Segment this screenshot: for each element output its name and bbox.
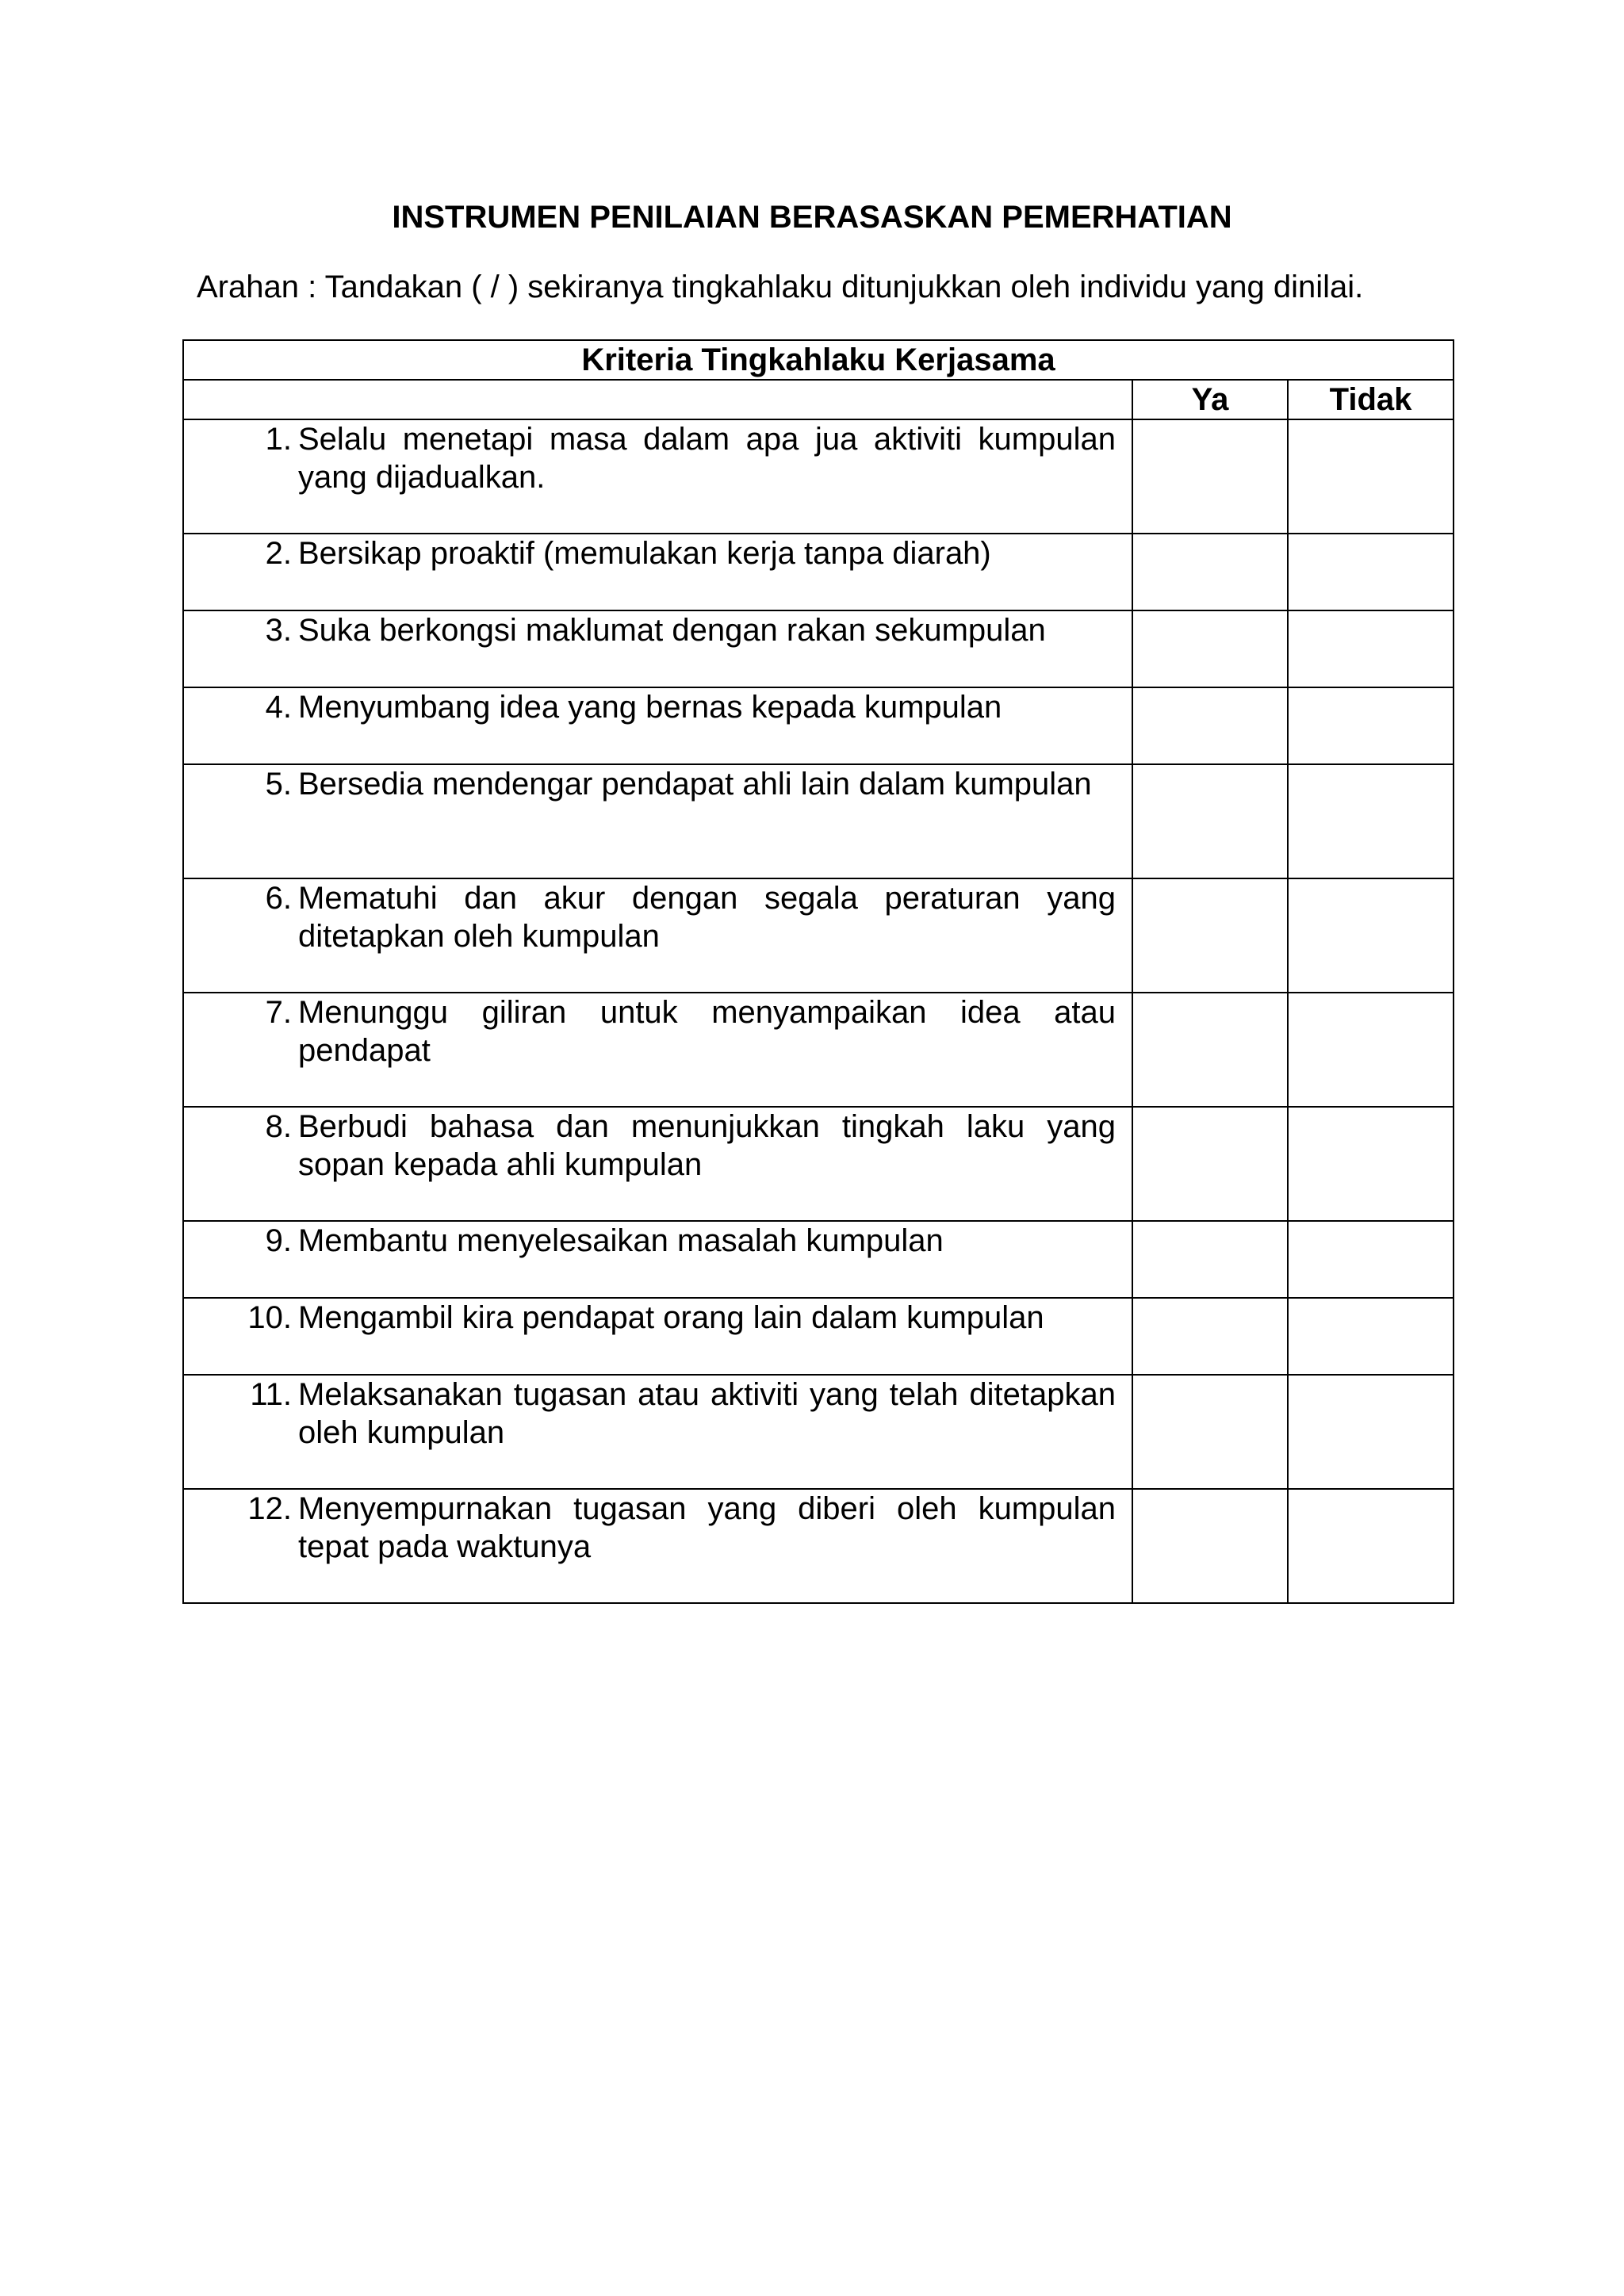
item-number: 3. [265,613,292,648]
item-text: Selalu menetapi masa dalam apa jua aktiviti kumpulan yang dijadualkan. [298,422,1116,495]
table-row [183,764,1454,878]
criteria-cell [183,1489,1132,1603]
tidak-checkbox-cell[interactable] [1288,1375,1454,1489]
ya-checkbox-cell[interactable] [1132,993,1288,1107]
table-row [183,1375,1454,1489]
instruction-text: Arahan : Tandakan ( / ) sekiranya tingkahlaku ditunjukkan oleh individu yang dinilai. [197,270,1364,304]
table-row [183,610,1454,687]
item-text: Mematuhi dan akur dengan segala peraturan yang ditetapkan oleh kumpulan [298,881,1116,954]
item-text: Berbudi bahasa dan menunjukkan tingkah laku yang sopan kepada ahli kumpulan [298,1109,1116,1182]
table-row [183,1298,1454,1375]
item-text: Bersedia mendengar pendapat ahli lain dalam kumpulan [298,767,1092,802]
item-number: 6. [265,881,292,916]
table-row [183,534,1454,610]
ya-checkbox-cell[interactable] [1132,419,1288,534]
ya-checkbox-cell[interactable] [1132,1489,1288,1603]
ya-checkbox-cell[interactable] [1132,764,1288,878]
item-number: 8. [265,1109,292,1144]
column-header-tidak: Tidak [1288,380,1454,419]
criteria-cell [183,764,1132,878]
column-header-row [183,380,1454,419]
column-header-ya: Ya [1132,380,1288,419]
criteria-cell [183,534,1132,610]
table-row [183,878,1454,993]
tidak-checkbox-cell[interactable] [1288,534,1454,610]
table-heading-row [183,340,1454,380]
criteria-cell [183,1298,1132,1375]
item-number: 2. [265,536,292,571]
table-row [183,1489,1454,1603]
criteria-cell [183,993,1132,1107]
tidak-checkbox-cell[interactable] [1288,419,1454,534]
ya-checkbox-cell[interactable] [1132,534,1288,610]
criteria-table [182,339,1454,1604]
ya-checkbox-cell[interactable] [1132,610,1288,687]
tidak-checkbox-cell[interactable] [1288,878,1454,993]
item-text: Melaksanakan tugasan atau aktiviti yang telah ditetapkan oleh kumpulan [298,1377,1116,1450]
criteria-cell [183,878,1132,993]
table-row [183,993,1454,1107]
item-number: 11. [250,1377,292,1412]
ya-checkbox-cell[interactable] [1132,878,1288,993]
tidak-checkbox-cell[interactable] [1288,764,1454,878]
table-row [183,687,1454,764]
criteria-cell [183,1221,1132,1298]
item-number: 9. [265,1223,292,1258]
criteria-cell [183,687,1132,764]
ya-checkbox-cell[interactable] [1132,1221,1288,1298]
item-text: Menyempurnakan tugasan yang diberi oleh kumpulan tepat pada waktunya [298,1491,1116,1564]
criteria-cell [183,610,1132,687]
column-header-blank [183,380,1132,419]
item-text: Mengambil kira pendapat orang lain dalam kumpulan [298,1300,1044,1335]
ya-checkbox-cell[interactable] [1132,1375,1288,1489]
ya-checkbox-cell[interactable] [1132,687,1288,764]
ya-checkbox-cell[interactable] [1132,1298,1288,1375]
tidak-checkbox-cell[interactable] [1288,687,1454,764]
item-text: Bersikap proaktif (memulakan kerja tanpa diarah) [298,536,991,571]
table-row [183,1107,1454,1221]
tidak-checkbox-cell[interactable] [1288,1298,1454,1375]
document-title: INSTRUMEN PENILAIAN BERASASKAN PEMERHATIAN [392,200,1232,235]
item-text: Membantu menyelesaikan masalah kumpulan [298,1223,944,1258]
ya-checkbox-cell[interactable] [1132,1107,1288,1221]
item-text: Menunggu giliran untuk menyampaikan idea atau pendapat [298,995,1116,1068]
tidak-checkbox-cell[interactable] [1288,1221,1454,1298]
tidak-checkbox-cell[interactable] [1288,993,1454,1107]
tidak-checkbox-cell[interactable] [1288,1107,1454,1221]
criteria-cell [183,1107,1132,1221]
item-number: 4. [265,690,292,725]
item-number: 10. [247,1300,292,1335]
tidak-checkbox-cell[interactable] [1288,610,1454,687]
table-row [183,419,1454,534]
item-text: Menyumbang idea yang bernas kepada kumpulan [298,690,1002,725]
item-number: 7. [265,995,292,1030]
criteria-cell [183,1375,1132,1489]
item-number: 12. [247,1491,292,1526]
criteria-cell [183,419,1132,534]
item-number: 5. [265,767,292,802]
item-text: Suka berkongsi maklumat dengan rakan sekumpulan [298,613,1046,648]
table-row [183,1221,1454,1298]
table-heading: Kriteria Tingkahlaku Kerjasama [183,340,1454,380]
tidak-checkbox-cell[interactable] [1288,1489,1454,1603]
item-number: 1. [265,422,292,457]
